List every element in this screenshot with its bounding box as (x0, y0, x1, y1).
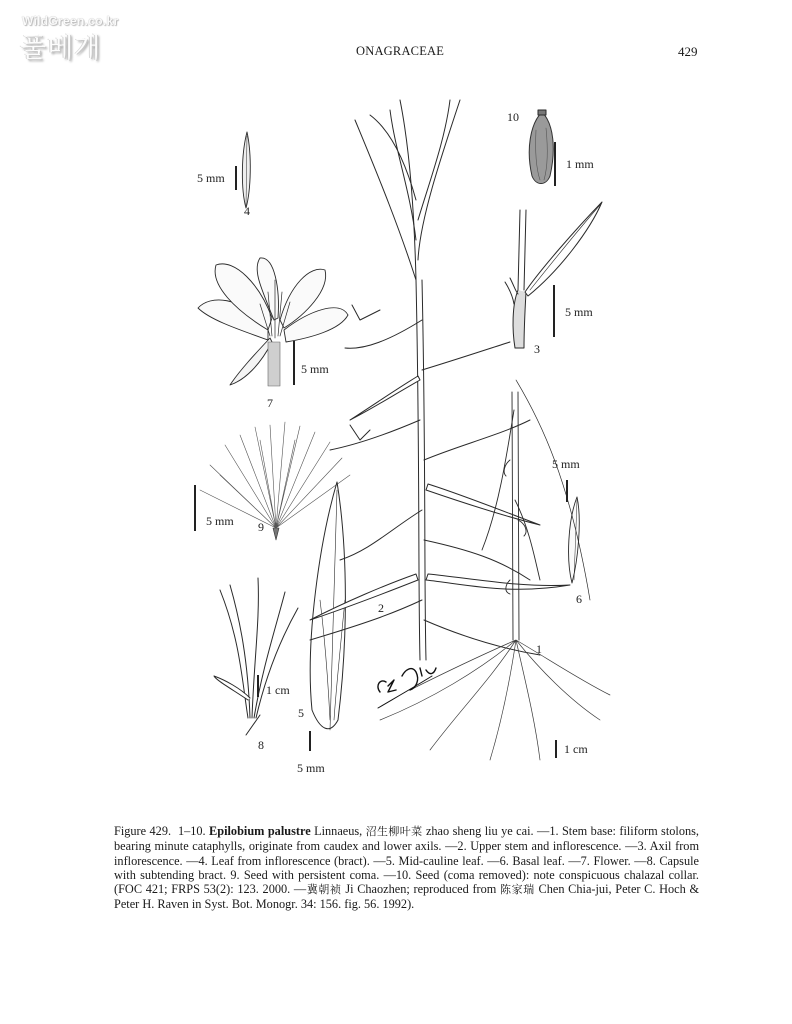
part-3-number: 3 (534, 342, 540, 356)
part-3-scale-bar (553, 285, 555, 337)
part-1-stem-base-drawing (380, 380, 610, 760)
caption-item-4: —4. Leaf from inflorescence (bract). (186, 853, 370, 868)
caption-source-cjk: 陈家瑞 (500, 883, 535, 897)
figure-caption (114, 824, 699, 912)
watermark-url: WildGreen.co.kr (22, 14, 119, 28)
caption-artist: Ji Chaozhen; reproduced from (345, 882, 497, 897)
caption-item-2: —2. Upper stem and inflorescence. (445, 839, 622, 854)
part-7-number: 7 (267, 396, 273, 410)
caption-item-5: —5. Mid-cauline leaf. (373, 853, 484, 868)
part-8-number: 8 (258, 738, 264, 752)
part-7-scale-label: 5 mm (301, 362, 329, 376)
caption-artist-prefix: — (293, 882, 307, 897)
caption-figure-ref: Figure 429. (114, 824, 172, 838)
watermark (22, 14, 118, 65)
part-6-scale-label: 5 mm (552, 457, 580, 471)
part-10-number: 10 (507, 110, 519, 124)
part-1-number: 1 (536, 642, 542, 656)
part-8-scale-label: 1 cm (266, 683, 290, 697)
part-10-seed-drawing (529, 110, 553, 184)
part-5-scale-bar (309, 731, 311, 751)
part-1-scale-bar (555, 740, 557, 758)
running-head: ONAGRACEAE (356, 44, 445, 58)
part-9-number: 9 (258, 520, 264, 534)
part-4-scale-label: 5 mm (197, 171, 225, 185)
botanical-illustration (180, 80, 620, 790)
caption-range: 1–10. (177, 824, 206, 838)
watermark-name: 풀베개 (20, 33, 102, 64)
part-5-number: 5 (298, 706, 304, 720)
caption-artist-cjk: 冀朝祯 (306, 883, 342, 897)
part-4-scale-bar (235, 166, 237, 190)
part-5-scale-label: 5 mm (297, 761, 325, 775)
part-2-number: 2 (378, 601, 384, 615)
caption-item-3: —3. Axil from inflorescence. (114, 839, 700, 868)
part-2-stem-drawing (310, 100, 570, 660)
caption-item-8: —8. Capsule with subtending bract. (114, 853, 699, 882)
part-6-scale-bar (566, 480, 568, 502)
part-4-bract-drawing (242, 132, 250, 208)
part-9-scale-bar (194, 485, 196, 531)
part-3-scale-label: 5 mm (565, 305, 593, 319)
caption-species: Epilobium palustre (209, 824, 311, 838)
part-1-scale-label: 1 cm (564, 742, 588, 756)
caption-item-1: —1. Stem base: filiform stolons, bearing minute cataphylls, originate from caudex and lower axils. (114, 824, 699, 854)
part-8-scale-bar (257, 675, 259, 697)
caption-chinese-name: 沼生柳叶菜 (365, 825, 423, 838)
part-4-number: 4 (244, 204, 250, 218)
part-6-number: 6 (576, 592, 582, 606)
caption-references: (FOC 421; FRPS 53(2): 123. 2000. (114, 882, 291, 897)
caption-item-10: —10. Seed (coma removed): note conspicuous chalazal collar. (383, 867, 699, 882)
part-10-scale-label: 1 mm (566, 157, 594, 171)
part-9-scale-label: 5 mm (206, 514, 234, 528)
part-7-scale-bar (293, 341, 295, 385)
caption-pinyin: zhao sheng liu ye cai. (425, 824, 534, 838)
plant-drawing (180, 80, 620, 790)
artist-signature-drawing (378, 668, 436, 708)
part-10-scale-bar (554, 142, 556, 186)
caption-item-9: 9. Seed with persistent coma. (230, 867, 380, 882)
part-8-capsule-drawing (214, 578, 298, 735)
caption-authority: Linnaeus, (314, 824, 363, 838)
caption-item-6: —6. Basal leaf. (487, 853, 565, 868)
page-number: 429 (678, 44, 698, 59)
caption-item-7: —7. Flower. (568, 853, 631, 868)
caption-source: Chen Chia-jui, Peter C. Hoch & Peter H. Raven in Syst. Bot. Monogr. 34: 156. fig. 56. 1992). (114, 882, 700, 912)
